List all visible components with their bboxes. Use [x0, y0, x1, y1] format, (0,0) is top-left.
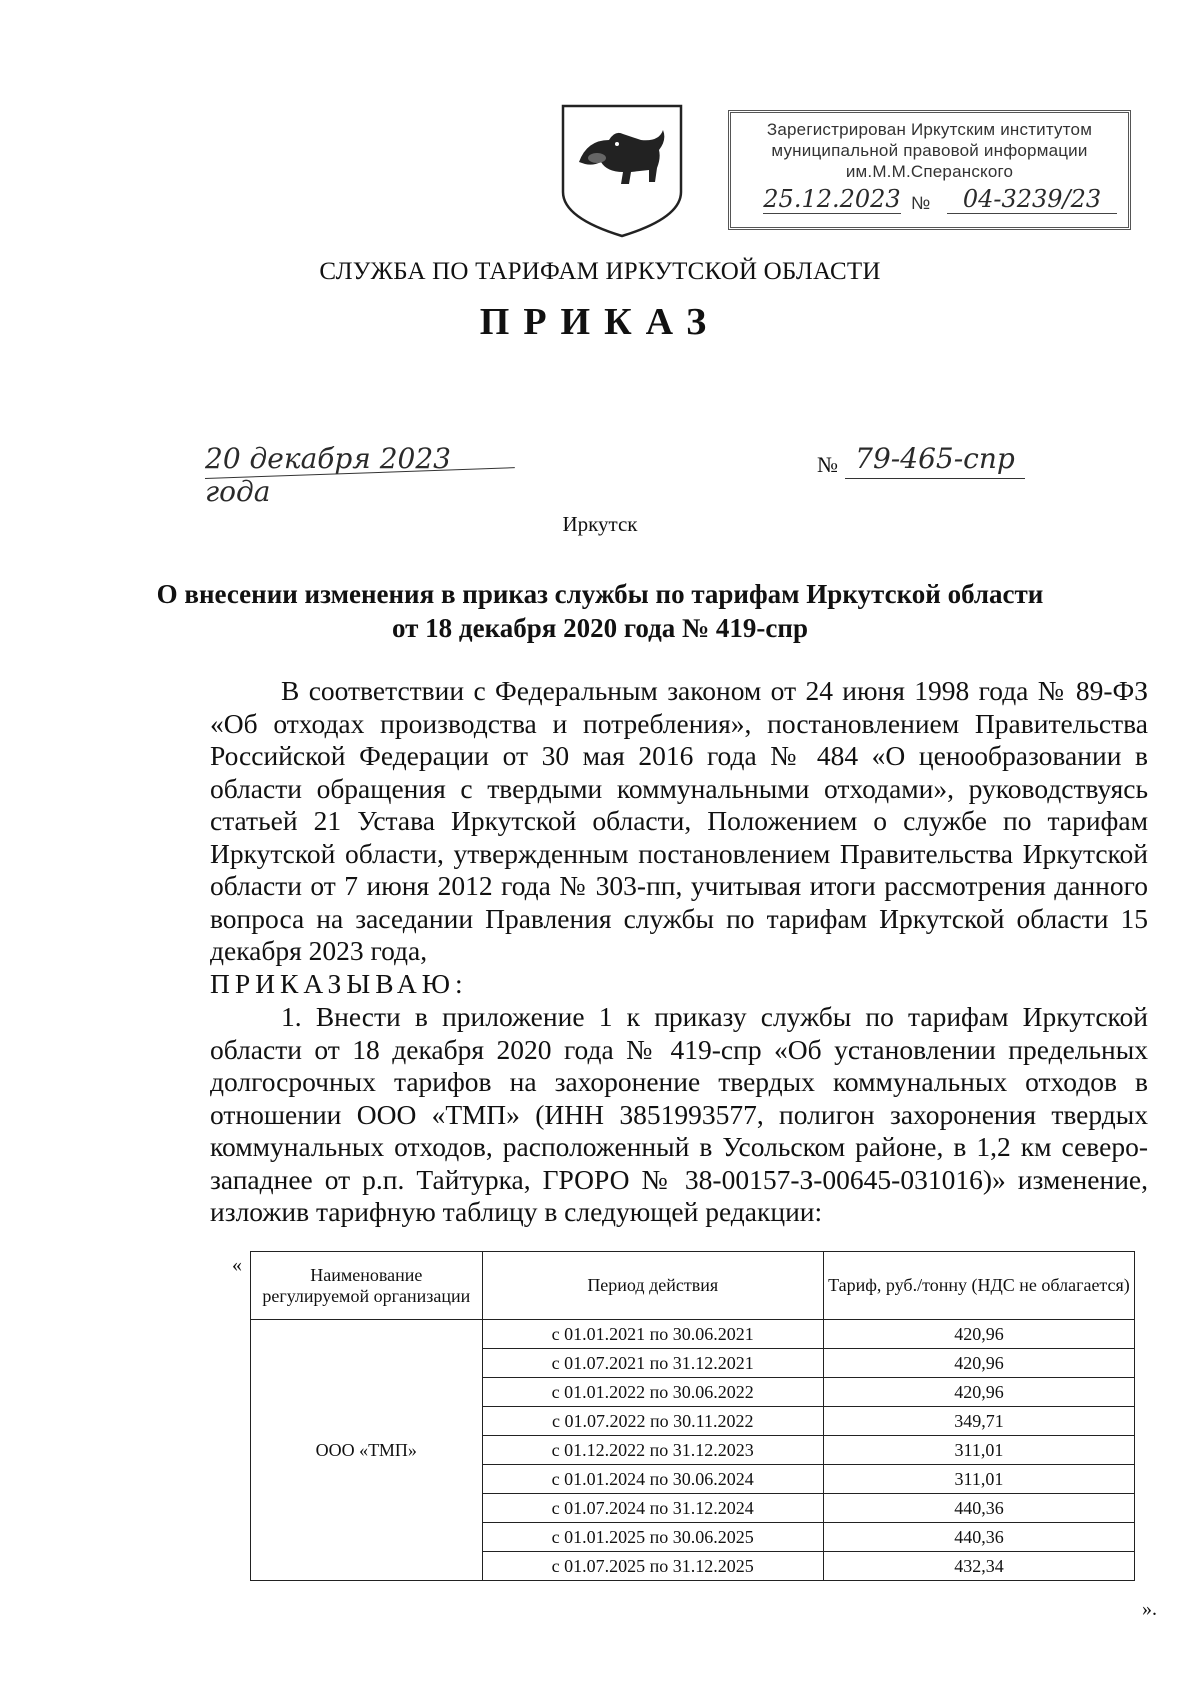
coat-of-arms-icon	[557, 100, 687, 240]
tariff-cell: 420,96	[823, 1378, 1134, 1407]
tariff-cell: 311,01	[823, 1465, 1134, 1494]
stamp-line-1: Зарегистрирован Иркутским институтом	[766, 120, 1093, 139]
org-name-cell: ООО «ТМП»	[251, 1320, 483, 1581]
period-cell: с 01.07.2021 по 31.12.2021	[482, 1349, 823, 1378]
period-cell: с 01.01.2025 по 30.06.2025	[482, 1523, 823, 1552]
decree-word: ПРИКАЗЫВАЮ:	[210, 968, 468, 999]
registration-stamp	[728, 110, 1131, 230]
period-cell: с 01.12.2022 по 31.12.2023	[482, 1436, 823, 1465]
table-close-quote: ».	[1142, 1598, 1157, 1620]
tariff-cell: 420,96	[823, 1349, 1134, 1378]
order-number-sign: №	[817, 452, 838, 477]
document-title	[120, 577, 1080, 645]
clause-1-paragraph: 1. Внести в приложение 1 к приказу службы по тарифам Иркутской области от 18 декабря 2020 года № 419-спр «Об установлении предельных долгосрочных тарифов на захоронение твердых коммунальных отходов в отношении ООО «ТМП» (ИНН 3851993577, полигон захоронения твердых коммунальных отходов, расположенный в Усольском районе, в 1,2 км северо-западнее от р.п. Тайтурка, ГРОРО № 38-00157-З-00645-031016)» изменение, изложив тарифную таблицу в следующей редакции:	[210, 1001, 1148, 1227]
city: Иркутск	[562, 512, 638, 536]
tariff-cell: 311,01	[823, 1436, 1134, 1465]
period-cell: с 01.01.2022 по 30.06.2022	[482, 1378, 823, 1407]
header-tariff: Тариф, руб./тонну (НДС не облагается)	[823, 1252, 1134, 1320]
stamp-registration-date: 25.12.2023	[763, 185, 901, 213]
header-org: Наименование регулируемой организации	[251, 1252, 483, 1320]
tariff-cell: 349,71	[823, 1407, 1134, 1436]
order-number: 79-465-спр	[855, 442, 1015, 475]
table-row	[251, 1320, 1135, 1349]
tariff-cell: 440,36	[823, 1494, 1134, 1523]
order-number-underline	[845, 478, 1025, 479]
document-type: ПРИКАЗ	[479, 301, 721, 343]
period-cell: с 01.07.2022 по 30.11.2022	[482, 1407, 823, 1436]
stamp-line-2: муниципальной правовой информации	[771, 141, 1088, 160]
period-cell: с 01.01.2021 по 30.06.2021	[482, 1320, 823, 1349]
tariff-cell: 432,34	[823, 1552, 1134, 1581]
stamp-line-3: им.М.М.Сперанского	[845, 162, 1014, 181]
tariff-cell: 420,96	[823, 1320, 1134, 1349]
order-date: 20 декабря 2023 года	[205, 442, 451, 508]
period-cell: с 01.01.2024 по 30.06.2024	[482, 1465, 823, 1494]
table-open-quote: «	[232, 1254, 242, 1276]
tariff-cell: 440,36	[823, 1523, 1134, 1552]
preamble-paragraph: В соответствии с Федеральным законом от 24 июня 1998 года № 89-ФЗ «Об отходах производства и потребления», постановлением Правительства Российской Федерации от 30 мая 2016 года № 484 «О ценообразовании в области обращения с твердыми коммунальными отходами», руководствуясь статьей 21 Устава Иркутской области, Положением о службе по тарифам Иркутской области, утвержденным постановлением Правительства Иркутской области от 7 июня 2012 года № 303-пп, учитывая итоги рассмотрения данного вопроса на заседании Правления службы по тарифам Иркутской области 15 декабря 2023 года,	[210, 675, 1148, 966]
stamp-number-sign: №	[911, 193, 931, 213]
title-line-2: от 18 декабря 2020 года № 419-спр	[392, 613, 808, 643]
title-line-1: О внесении изменения в приказ службы по тарифам Иркутской области	[156, 579, 1044, 609]
stamp-registration-number: 04-3239/23	[947, 185, 1117, 214]
stamp-registration-row	[751, 185, 1120, 221]
table-header-row	[251, 1252, 1135, 1320]
header-period: Период действия	[482, 1252, 823, 1320]
tariff-table	[250, 1251, 1135, 1581]
period-cell: с 01.07.2025 по 31.12.2025	[482, 1552, 823, 1581]
period-cell: с 01.07.2024 по 31.12.2024	[482, 1494, 823, 1523]
agency-name: СЛУЖБА ПО ТАРИФАМ ИРКУТСКОЙ ОБЛАСТИ	[319, 258, 881, 285]
